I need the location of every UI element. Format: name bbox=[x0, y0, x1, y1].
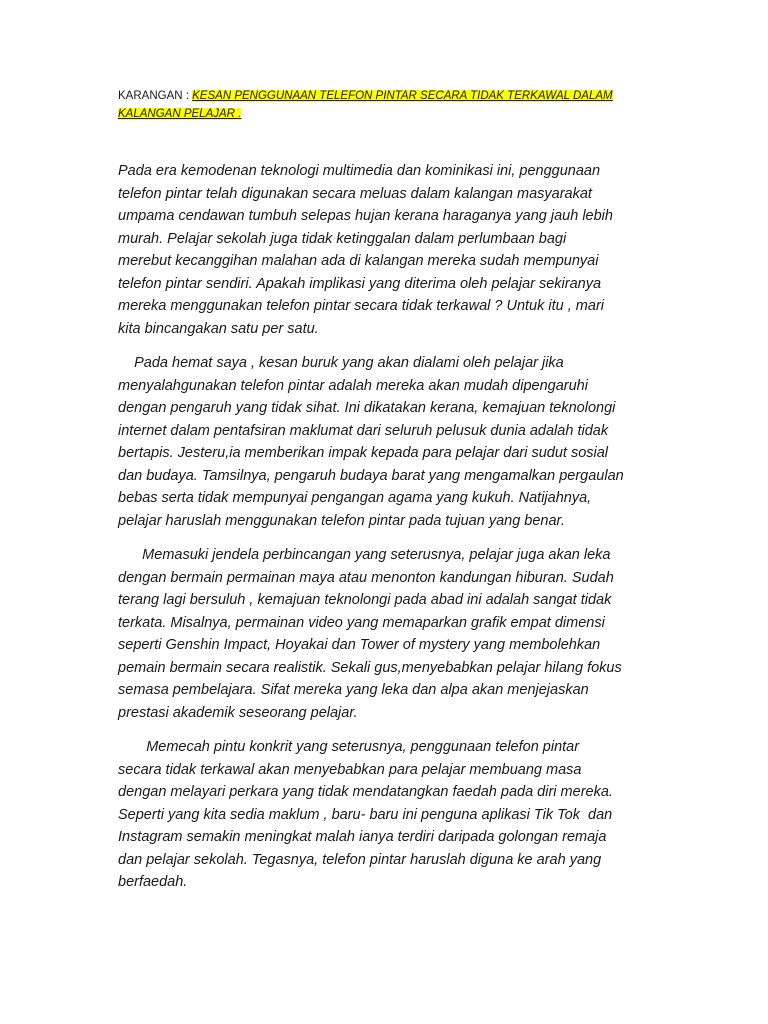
paragraph-point-three: Memecah pintu konkrit yang seterusnya, penggunaan telefon pintar secara tidak terkawal akan menyebabkan para pelajar membuang masa dengan melayari perkara yang tidak mendatangkan faedah pada diri mereka. Seperti yang kita sedia maklum , baru- baru ini penguna aplikasi Tik Tok dan Instagram semakin meningkat malah ianya terdiri daripada golongan remaja dan pelajar sekolah. Tegasnya, telefon pintar haruslah diguna ke arah yang berfaedah. bbox=[118, 739, 613, 890]
paragraph-point-two: Memasuki jendela perbincangan yang seterusnya, pelajar juga akan leka dengan bermain permainan maya atau menonton kandungan hiburan. Sudah terang lagi bersuluh , kemajuan teknolongi pada abad ini adalah sangat tidak terkata. Misalnya, permainan video yang memaparkan grafik empat dimensi seperti Genshin Impact, Hoyakai dan Tower of mystery yang membolehkan pemain bermain secara realistik. Sekali gus,menyebabkan pelajar hilang fokus semasa pembelajara. Sifat mereka yang leka dan alpa akan menjejaskan prestasi akademik seseorang pelajar. bbox=[118, 547, 622, 721]
essay-body bbox=[118, 160, 658, 906]
paragraph-introduction: Pada era kemodenan teknologi multimedia dan kominikasi ini, penggunaan telefon pintar telah digunakan secara meluas dalam kalangan masyarakat umpama cendawan tumbuh selepas hujan kerana haraganya yang jauh lebih murah. Pelajar sekolah juga tidak ketinggalan dalam perlumbaan bagi merebut kecanggihan malahan ada di kalangan mereka sudah mempunyai telefon pintar sendiri. Apakah implikasi yang diterima oleh pelajar sekiranya mereka menggunakan telefon pintar secara tidak terkawal ? Untuk itu , mari kita bincangakan satu per satu. bbox=[118, 163, 613, 337]
paragraph-point-one: Pada hemat saya , kesan buruk yang akan dialami oleh pelajar jika menyalahgunakan telefon pintar adalah mereka akan mudah dipengaruhi dengan pengaruh yang tidak sihat. Ini dikatakan kerana, kemajuan teknolongi internet dalam pentafsiran maklumat dari seluruh pelusuk dunia adalah tidak bertapis. Jesteru,ia memberikan impak kepada para pelajar dari sudut sosial dan budaya. Tamsilnya, pengaruh budaya barat yang mengamalkan pergaulan bebas serta tidak mempunyai pengangan agama yang kukuh. Natijahnya, pelajar haruslah menggunakan telefon pintar pada tujuan yang benar. bbox=[118, 355, 624, 529]
essay-title: KESAN PENGGUNAAN TELEFON PINTAR SECARA TIDAK TERKAWAL DALAM KALANGAN PELAJAR . bbox=[118, 90, 613, 120]
heading-label: KARANGAN : bbox=[118, 90, 193, 102]
essay-heading bbox=[118, 87, 648, 123]
